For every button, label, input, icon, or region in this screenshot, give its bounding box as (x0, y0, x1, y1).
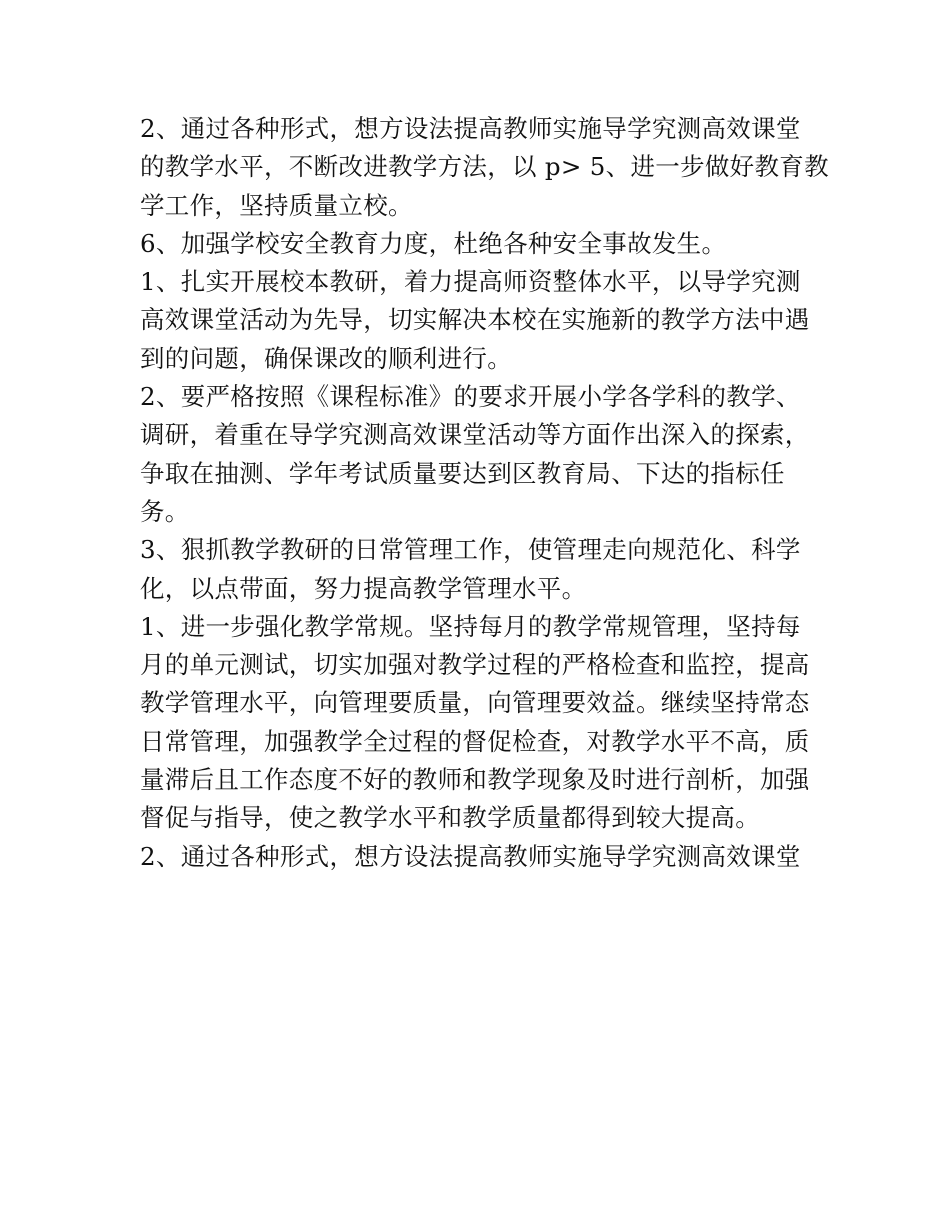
text-line: 6、加强学校安全教育力度，杜绝各种安全事故发生。 (140, 228, 727, 258)
text-line: 到的问题，确保课改的顺利进行。 (140, 343, 512, 373)
text-line: 调研，着重在导学究测高效课堂活动等方面作出深入的探索， (140, 420, 810, 450)
text-line: 学工作，坚持质量立校。 (140, 190, 413, 220)
text-line: 务。 (140, 496, 190, 526)
text-line: 督促与指导，使之教学水平和教学质量都得到较大提高。 (140, 803, 760, 833)
text-line: 3、狠抓教学教研的日常管理工作，使管理走向规范化、科学 (140, 535, 801, 565)
document-body (140, 110, 829, 876)
text-line: 2、通过各种形式，想方设法提高教师实施导学究测高效课堂 (140, 841, 801, 871)
text-line: 2、通过各种形式，想方设法提高教师实施导学究测高效课堂 (140, 114, 801, 143)
paragraph (140, 838, 820, 876)
paragraph (140, 531, 820, 608)
paragraph (140, 608, 820, 838)
text-line: 的教学水平，不断改进教学方法，以 p> 5、进一步做好教育教 (140, 152, 829, 182)
text-line: 1、扎实开展校本教研，着力提高师资整体水平，以导学究测 (140, 267, 801, 297)
paragraph (140, 110, 829, 225)
text-line: 争取在抽测、学年考试质量要达到区教育局、下达的指标任 (140, 458, 785, 488)
text-line: 化，以点带面，努力提高教学管理水平。 (140, 573, 587, 603)
paragraph (140, 225, 820, 263)
text-line: 日常管理，加强教学全过程的督促检查，对教学水平不高，质 (140, 726, 810, 756)
text-line: 2、要严格按照《课程标准》的要求开展小学各学科的教学、 (140, 382, 801, 412)
text-line: 月的单元测试，切实加强对教学过程的严格检查和监控，提高 (140, 650, 810, 680)
text-line: 高效课堂活动为先导，切实解决本校在实施新的教学方法中遇 (140, 305, 810, 335)
text-line: 教学管理水平，向管理要质量，向管理要效益。继续坚持常态 (140, 688, 810, 718)
paragraph (140, 378, 820, 531)
paragraph (140, 263, 820, 378)
text-line: 量滞后且工作态度不好的教师和教学现象及时进行剖析，加强 (140, 765, 810, 795)
text-line: 1、进一步强化教学常规。坚持每月的教学常规管理，坚持每 (140, 611, 801, 641)
